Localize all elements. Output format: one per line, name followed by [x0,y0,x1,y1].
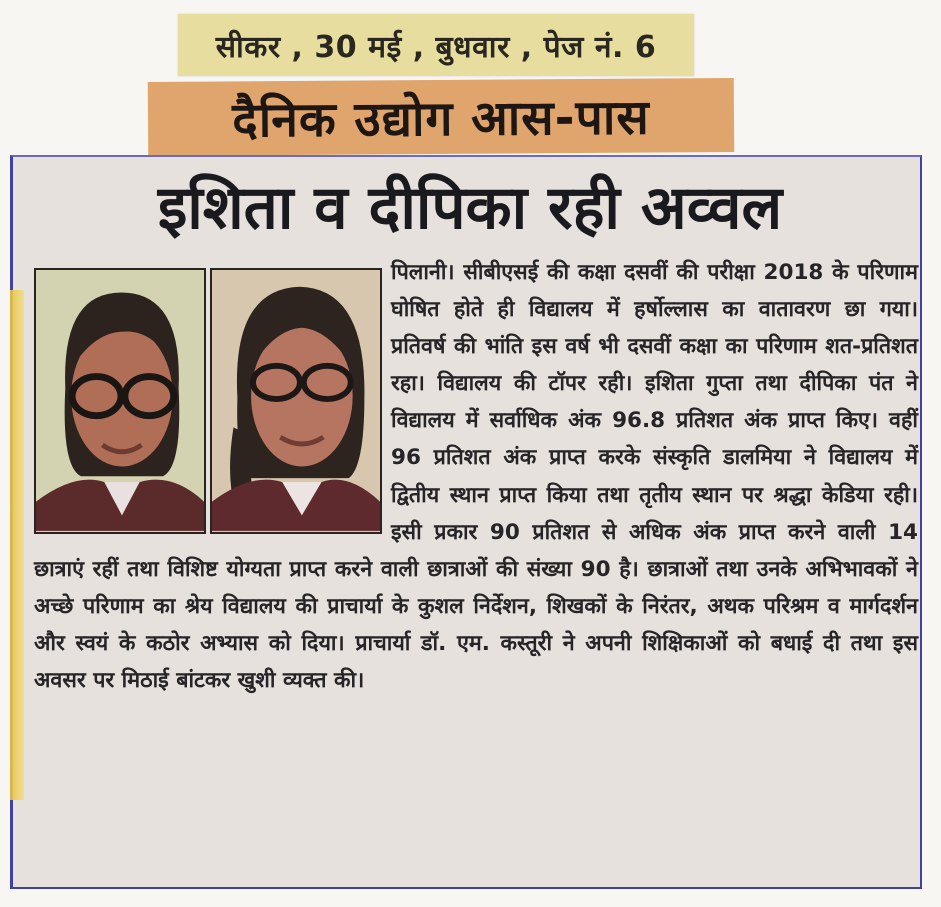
photo-wrap-space [34,254,391,550]
article-body-text: सीबीएसई की कक्षा दसवीं की परीक्षा 2018 के परिणाम घोषित होते ही विद्यालय में हर्षोल्लास का वातावरण छा गया। प्रतिवर्ष की भांति इस वर्ष भी दसवीं कक्षा का परिणाम शत-प्रतिशत रहा। विद्यालय की टॉपर रही। इशिता गुप्ता तथा दीपिका पंत ने विद्यालय में सर्वाधिक अंक 96.8 प्रतिशत अंक प्राप्त किए। वहीं 96 प्रतिशत अंक प्राप्त करके संस्कृति डालमिया ने विद्यालय में द्वितीय स्थान प्राप्त किया तथा तृतीय स्थान पर श्रद्धा केडिया रही। इसी प्रकार 90 प्रतिशत से अधिक अंक प्राप्त करने वाली 14 छात्राएं रहीं तथा विशिष्ट योग्यता प्राप्त करने वाली छात्राओं की संख्या 90 है। छात्राओं तथा उनके अभिभावकों ने अच्छे परिणाम का श्रेय विद्यालय की प्राचार्या के कुशल निर्देशन, शिखकों के निरंतर, अथक परिश्रम व मार्गदर्शन और स्वयं के कठोर अभ्यास को दिया। प्राचार्या डॉ. एम. कस्तूरी ने अपनी शिक्षिकाओं को बधाई दी तथा इस अवसर पर मिठाई बांटकर खुशी व्यक्त की। [34,260,918,694]
article-headline: इशिता व दीपिका रही अव्वल [157,173,783,243]
article-place: पिलानी। [391,260,455,285]
article-body [34,254,918,894]
dateline-strip [178,14,694,76]
newspaper-name: दैनिक उद्योग आस-पास [232,89,650,148]
newspaper-name-strip [148,78,735,156]
highlighter-edge [10,290,24,800]
dateline-text: सीकर , 30 मई , बुधवार , पेज नं. 6 [215,29,657,65]
